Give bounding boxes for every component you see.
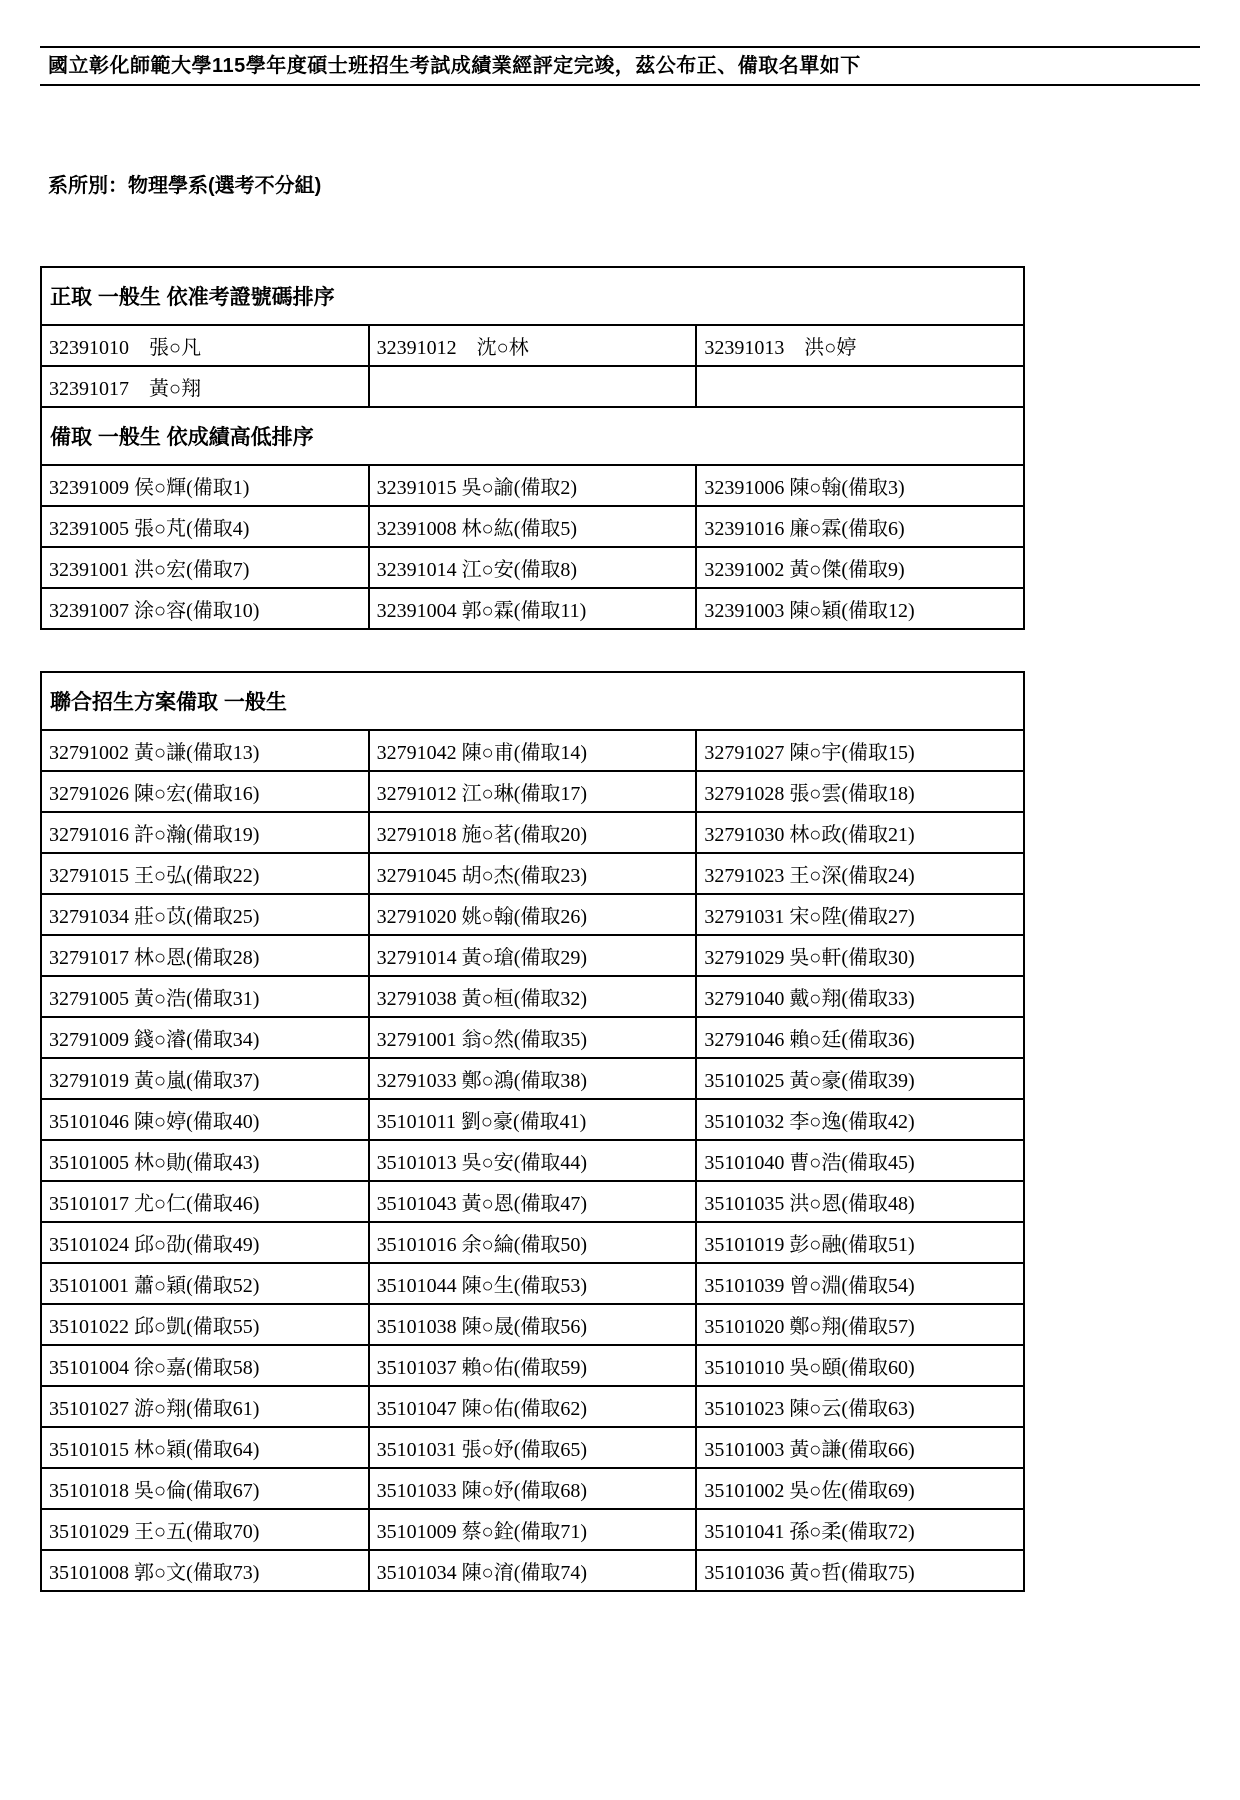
candidate-cell: 32791020 姚○翰(備取26) xyxy=(369,894,697,935)
candidate-cell: 32391005 張○芃(備取4) xyxy=(41,506,369,547)
candidate-row xyxy=(41,325,1024,366)
candidate-row xyxy=(41,1304,1024,1345)
candidate-row xyxy=(41,1140,1024,1181)
candidate-row xyxy=(41,465,1024,506)
section-header-row xyxy=(41,672,1024,730)
candidate-cell: 32791040 戴○翔(備取33) xyxy=(696,976,1024,1017)
candidate-cell: 35101020 鄭○翔(備取57) xyxy=(696,1304,1024,1345)
candidate-cell: 35101043 黃○恩(備取47) xyxy=(369,1181,697,1222)
candidate-cell: 32791015 王○弘(備取22) xyxy=(41,853,369,894)
candidate-cell: 35101009 蔡○銓(備取71) xyxy=(369,1509,697,1550)
candidate-row xyxy=(41,894,1024,935)
candidate-row xyxy=(41,1181,1024,1222)
candidate-cell: 32791026 陳○宏(備取16) xyxy=(41,771,369,812)
candidate-row xyxy=(41,812,1024,853)
candidate-cell: 32791038 黃○桓(備取32) xyxy=(369,976,697,1017)
candidate-cell: 32791031 宋○陞(備取27) xyxy=(696,894,1024,935)
candidate-cell: 32791009 錢○濬(備取34) xyxy=(41,1017,369,1058)
candidate-row xyxy=(41,547,1024,588)
candidate-row xyxy=(41,1099,1024,1140)
section-header: 聯合招生方案備取 一般生 xyxy=(41,672,1024,730)
candidate-row xyxy=(41,1017,1024,1058)
candidate-cell: 32791023 王○深(備取24) xyxy=(696,853,1024,894)
candidate-cell: 32791027 陳○宇(備取15) xyxy=(696,730,1024,771)
candidate-cell xyxy=(696,366,1024,407)
candidate-cell: 32791028 張○雲(備取18) xyxy=(696,771,1024,812)
candidate-cell: 35101031 張○妤(備取65) xyxy=(369,1427,697,1468)
candidate-row xyxy=(41,1386,1024,1427)
candidate-cell: 35101032 李○逸(備取42) xyxy=(696,1099,1024,1140)
candidate-cell: 32391003 陳○穎(備取12) xyxy=(696,588,1024,629)
candidate-cell: 32391017 黃○翔 xyxy=(41,366,369,407)
candidate-cell: 35101011 劉○豪(備取41) xyxy=(369,1099,697,1140)
candidate-cell: 35101023 陳○云(備取63) xyxy=(696,1386,1024,1427)
candidate-cell: 32791012 江○琳(備取17) xyxy=(369,771,697,812)
candidate-cell: 32791002 黃○謙(備取13) xyxy=(41,730,369,771)
candidate-cell: 35101002 吳○佐(備取69) xyxy=(696,1468,1024,1509)
candidate-cell: 35101022 邱○凱(備取55) xyxy=(41,1304,369,1345)
candidate-cell: 35101018 吳○倫(備取67) xyxy=(41,1468,369,1509)
candidate-cell: 32391009 侯○輝(備取1) xyxy=(41,465,369,506)
candidate-cell: 32391016 廉○霖(備取6) xyxy=(696,506,1024,547)
candidate-row xyxy=(41,588,1024,629)
candidate-row xyxy=(41,506,1024,547)
candidate-cell: 32791014 黃○瑲(備取29) xyxy=(369,935,697,976)
candidate-cell: 32791017 林○恩(備取28) xyxy=(41,935,369,976)
candidate-cell: 35101034 陳○淯(備取74) xyxy=(369,1550,697,1591)
candidate-cell xyxy=(369,366,697,407)
section-header-row xyxy=(41,407,1024,465)
candidate-cell: 32391013 洪○婷 xyxy=(696,325,1024,366)
candidate-cell: 35101001 蕭○穎(備取52) xyxy=(41,1263,369,1304)
candidate-cell: 32391015 吳○諭(備取2) xyxy=(369,465,697,506)
candidate-cell: 35101025 黃○豪(備取39) xyxy=(696,1058,1024,1099)
candidate-cell: 35101035 洪○恩(備取48) xyxy=(696,1181,1024,1222)
candidate-cell: 35101044 陳○生(備取53) xyxy=(369,1263,697,1304)
candidate-row xyxy=(41,1222,1024,1263)
candidate-row xyxy=(41,1263,1024,1304)
section-header: 備取 一般生 依成績高低排序 xyxy=(41,407,1024,465)
candidate-cell: 35101040 曹○浩(備取45) xyxy=(696,1140,1024,1181)
candidate-cell: 32791029 吳○軒(備取30) xyxy=(696,935,1024,976)
candidate-cell: 35101038 陳○晟(備取56) xyxy=(369,1304,697,1345)
candidate-cell: 35101037 賴○佑(備取59) xyxy=(369,1345,697,1386)
candidate-row xyxy=(41,1345,1024,1386)
candidate-cell: 32791019 黃○嵐(備取37) xyxy=(41,1058,369,1099)
candidate-cell: 32391014 江○安(備取8) xyxy=(369,547,697,588)
candidate-row xyxy=(41,976,1024,1017)
candidate-row xyxy=(41,771,1024,812)
candidate-cell: 32391010 張○凡 xyxy=(41,325,369,366)
candidate-cell: 32791045 胡○杰(備取23) xyxy=(369,853,697,894)
candidate-row xyxy=(41,1509,1024,1550)
regular-admission-table xyxy=(40,266,1025,630)
candidate-cell: 32791034 莊○苡(備取25) xyxy=(41,894,369,935)
candidate-cell: 35101027 游○翔(備取61) xyxy=(41,1386,369,1427)
candidate-cell: 35101046 陳○婷(備取40) xyxy=(41,1099,369,1140)
candidate-cell: 35101005 林○勛(備取43) xyxy=(41,1140,369,1181)
section-header: 正取 一般生 依准考證號碼排序 xyxy=(41,267,1024,325)
candidate-cell: 32791030 林○政(備取21) xyxy=(696,812,1024,853)
candidate-row xyxy=(41,730,1024,771)
candidate-cell: 32391008 林○紘(備取5) xyxy=(369,506,697,547)
candidate-cell: 32391006 陳○翰(備取3) xyxy=(696,465,1024,506)
page-title: 國立彰化師範大學115學年度碩士班招生考試成績業經評定完竣，茲公布正、備取名單如下 xyxy=(48,55,861,77)
candidate-cell: 35101016 余○綸(備取50) xyxy=(369,1222,697,1263)
candidate-cell: 32391004 郭○霖(備取11) xyxy=(369,588,697,629)
joint-admission-waitlist-table xyxy=(40,671,1025,1592)
candidate-cell: 35101015 林○穎(備取64) xyxy=(41,1427,369,1468)
candidate-cell: 32791018 施○茗(備取20) xyxy=(369,812,697,853)
candidate-cell: 35101036 黃○哲(備取75) xyxy=(696,1550,1024,1591)
candidate-row xyxy=(41,1468,1024,1509)
candidate-cell: 35101041 孫○柔(備取72) xyxy=(696,1509,1024,1550)
candidate-row xyxy=(41,1550,1024,1591)
candidate-cell: 32391012 沈○林 xyxy=(369,325,697,366)
candidate-cell: 32391007 涂○容(備取10) xyxy=(41,588,369,629)
department-label: 系所別：物理學系(選考不分組) xyxy=(48,175,322,197)
candidate-cell: 35101003 黃○謙(備取66) xyxy=(696,1427,1024,1468)
candidate-row xyxy=(41,1427,1024,1468)
candidate-cell: 35101029 王○五(備取70) xyxy=(41,1509,369,1550)
candidate-cell: 32791001 翁○然(備取35) xyxy=(369,1017,697,1058)
candidate-cell: 32791046 賴○廷(備取36) xyxy=(696,1017,1024,1058)
candidate-cell: 35101004 徐○嘉(備取58) xyxy=(41,1345,369,1386)
candidate-cell: 35101013 吳○安(備取44) xyxy=(369,1140,697,1181)
candidate-cell: 35101047 陳○佑(備取62) xyxy=(369,1386,697,1427)
candidate-cell: 35101033 陳○妤(備取68) xyxy=(369,1468,697,1509)
announcement-header-bar xyxy=(40,46,1200,86)
candidate-cell: 32791005 黃○浩(備取31) xyxy=(41,976,369,1017)
candidate-cell: 35101019 彭○融(備取51) xyxy=(696,1222,1024,1263)
section-header-row xyxy=(41,267,1024,325)
candidate-row xyxy=(41,935,1024,976)
candidate-row xyxy=(41,1058,1024,1099)
candidate-cell: 35101039 曾○淵(備取54) xyxy=(696,1263,1024,1304)
candidate-row xyxy=(41,853,1024,894)
candidate-cell: 35101010 吳○頤(備取60) xyxy=(696,1345,1024,1386)
candidate-cell: 32791033 鄭○鴻(備取38) xyxy=(369,1058,697,1099)
candidate-cell: 32791042 陳○甫(備取14) xyxy=(369,730,697,771)
candidate-cell: 35101008 郭○文(備取73) xyxy=(41,1550,369,1591)
candidate-cell: 32391001 洪○宏(備取7) xyxy=(41,547,369,588)
candidate-cell: 32391002 黃○傑(備取9) xyxy=(696,547,1024,588)
candidate-cell: 32791016 許○瀚(備取19) xyxy=(41,812,369,853)
candidate-cell: 35101017 尤○仁(備取46) xyxy=(41,1181,369,1222)
candidate-row xyxy=(41,366,1024,407)
candidate-cell: 35101024 邱○劭(備取49) xyxy=(41,1222,369,1263)
